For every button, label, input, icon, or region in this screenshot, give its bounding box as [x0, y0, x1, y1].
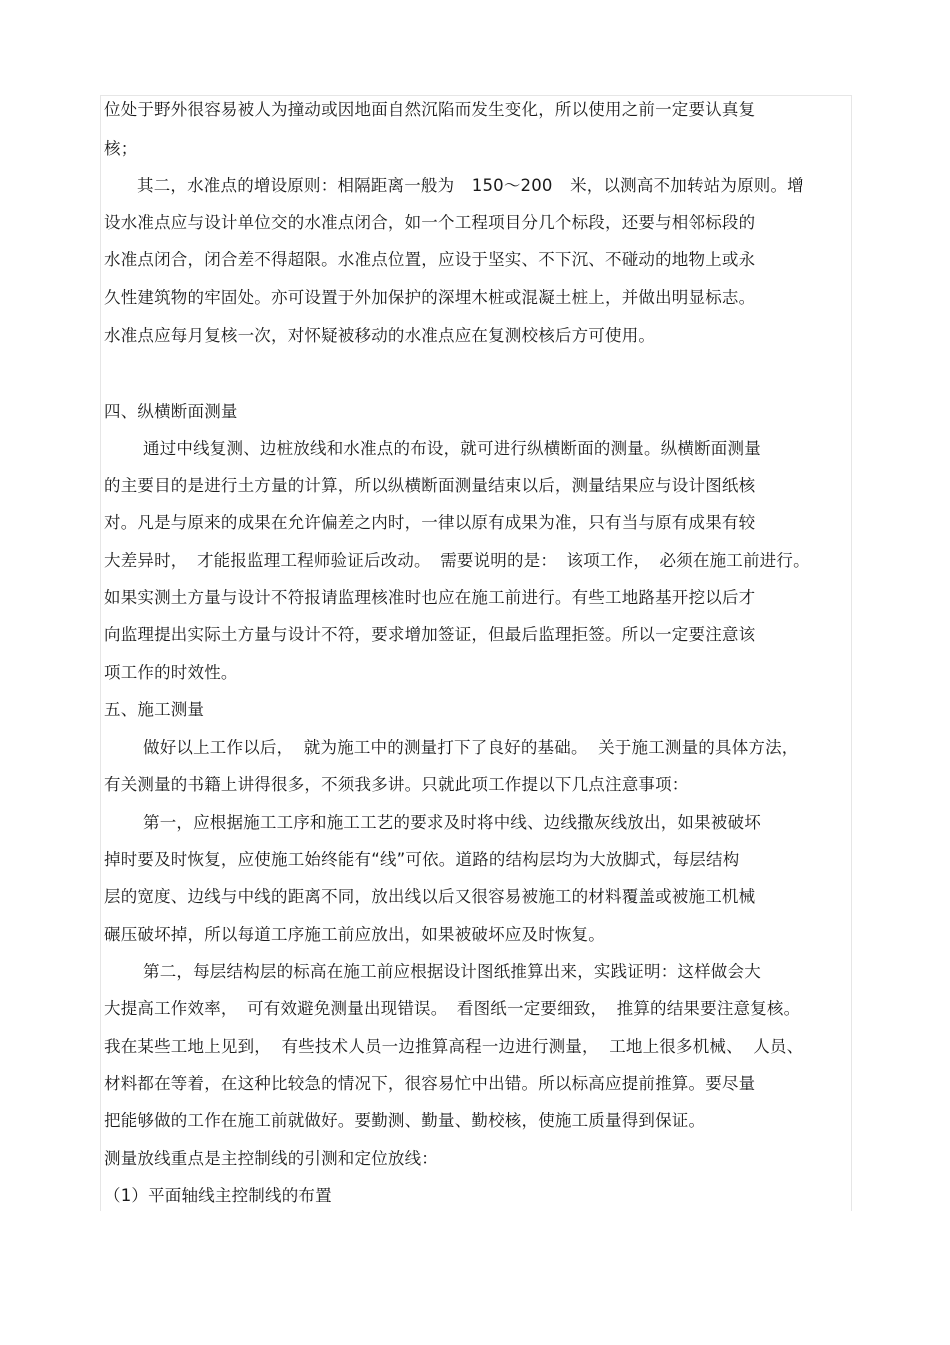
text-line: 有关测量的书籍上讲得很多，不须我多讲。只就此项工作提以下几点注意事项：: [104, 775, 689, 794]
text-line: 水准点应每月复核一次，对怀疑被移动的水准点应在复测校核后方可使用。: [104, 326, 656, 345]
text-line: 层的宽度、边线与中线的距离不同，放出线以后又很容易被施工的材料覆盖或被施工机械: [104, 887, 756, 906]
text-line: 设水准点应与设计单位交的水准点闭合，如一个工程项目分几个标段，还要与相邻标段的: [104, 213, 756, 232]
text-line: 大提高工作效率， 可有效避免测量出现错误。 看图纸一定要细致， 推算的结果要注意复核。: [104, 999, 801, 1018]
list-item-heading: （1）平面轴线主控制线的布置: [104, 1186, 332, 1205]
section-heading: 四、纵横断面测量: [104, 402, 238, 421]
text-line: 位处于野外很容易被人为撞动或因地面自然沉陷而发生变化，所以使用之前一定要认真复: [104, 100, 756, 119]
text-line: 碾压破坏掉，所以每道工序施工前应放出，如果被破坏应及时恢复。: [104, 925, 605, 944]
text-line: 久性建筑物的牢固处。亦可设置于外加保护的深埋木桩或混凝土桩上，并做出明显标志。: [104, 288, 756, 307]
text-line: 大差异时， 才能报监理工程师验证后改动。 需要说明的是： 该项工作， 必须在施工前进行。: [104, 551, 810, 570]
text-line: 核；: [104, 139, 138, 158]
text-line: 水准点闭合，闭合差不得超限。水准点位置，应设于坚实、不下沉、不碰动的地物上或永: [104, 250, 756, 269]
text-line: 材料都在等着，在这种比较急的情况下，很容易忙中出错。所以标高应提前推算。要尽量: [104, 1074, 756, 1093]
text-line: 掉时要及时恢复，应使施工始终能有“线”可依。道路的结构层均为大放脚式，每层结构: [104, 850, 740, 869]
text-line: 的主要目的是进行土方量的计算，所以纵横断面测量结束以后，测量结果应与设计图纸核: [104, 476, 756, 495]
text-line: 第一，应根据施工工序和施工工艺的要求及时将中线、边线撒灰线放出，如果被破坏: [143, 813, 761, 832]
text-line: 测量放线重点是主控制线的引测和定位放线：: [104, 1149, 438, 1168]
text-line: 我在某些工地上见到， 有些技术人员一边推算高程一边进行测量， 工地上很多机械、 人员、: [104, 1037, 804, 1056]
section-heading: 五、施工测量: [104, 700, 205, 719]
text-line: 通过中线复测、边桩放线和水准点的布设，就可进行纵横断面的测量。纵横断面测量: [143, 439, 761, 458]
text-line: 对。凡是与原来的成果在允许偏差之内时，一律以原有成果为准，只有当与原有成果有较: [104, 513, 756, 532]
text-line: 如果实测土方量与设计不符报请监理核准时也应在施工前进行。有些工地路基开挖以后才: [104, 588, 756, 607]
text-line: 向监理提出实际土方量与设计不符，要求增加签证，但最后监理拒签。所以一定要注意该: [104, 625, 756, 644]
text-line: 第二，每层结构层的标高在施工前应根据设计图纸推算出来，实践证明：这样做会大: [143, 962, 761, 981]
text-line: 做好以上工作以后， 就为施工中的测量打下了良好的基础。 关于施工测量的具体方法，: [143, 738, 799, 757]
text-line: 项工作的时效性。: [104, 663, 238, 682]
text-line: 把能够做的工作在施工前就做好。要勤测、勤量、勤校核，使施工质量得到保证。: [104, 1111, 706, 1130]
text-line: 其二，水准点的增设原则：相隔距离一般为 150～200 米，以测高不加转站为原则。增: [137, 176, 804, 195]
